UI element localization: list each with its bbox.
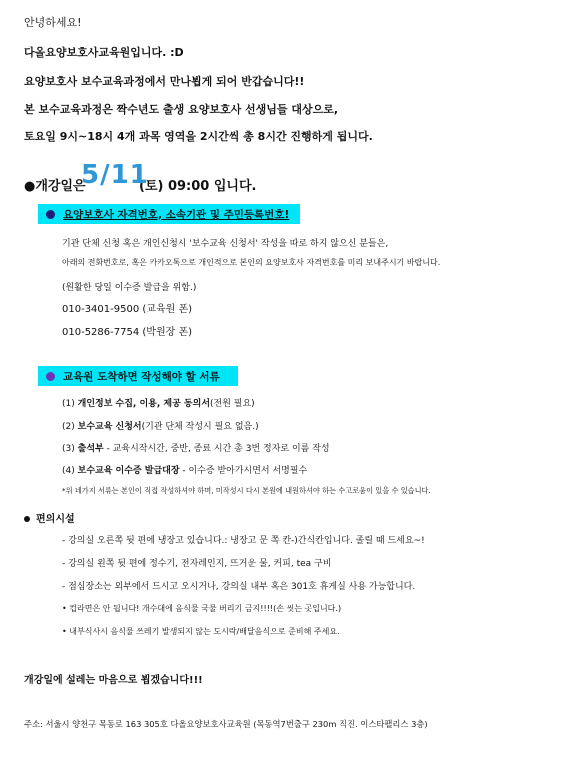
bullet-dot-icon [24,516,30,522]
item-detail: - 이수증 받아가시면서 서명필수 [179,466,308,476]
phone-academy: 010-3401-9500 (교육원 폰) [62,304,193,315]
bullet-dot-icon [46,210,55,219]
facility-item: • 컵라면은 안 됩니다! 개수대에 음식물 국물 버리기 금지!!!!(손 씻는 곳입니다.) [62,604,342,613]
facility-item: - 점심장소는 외부에서 드시고 오시거나, 강의실 내부 혹은 301호 휴게실 사용 가능합니다. [62,582,416,592]
document-item [62,396,255,409]
item-detail: (전원 필요) [210,399,255,409]
bullet-dot-icon [46,372,55,381]
item-number: (2) [62,422,75,432]
intro-target: 본 보수교육과정은 짝수년도 출생 요양보호사 선생님들 대상으로, [24,103,339,116]
facilities-heading-text: 편의시설 [36,514,75,525]
item-title: 출석부 [77,444,104,454]
closing-message: 개강일에 설레는 마음으로 뵙겠습니다!!! [24,675,203,686]
opening-date: 5/11 [81,160,149,190]
section1-line: 아래의 전화번호로, 혹은 카카오톡으로 개인적으로 본인의 요양보호사 자격번호를 미리 보내주시기 바랍니다. [62,258,441,267]
item-number: (1) [62,399,75,409]
section2-heading [38,366,238,386]
item-number: (3) [62,444,75,454]
facility-item: - 강의실 오른쪽 뒷 편에 냉장고 있습니다.: 냉장고 문 쪽 칸-)간식칸입니다. 졸릴 때 드세요~! [62,536,425,546]
document-item [62,419,259,432]
documents-note: *위 네가지 서류는 본인이 직접 작성하셔야 하며, 미작성시 다시 본원에 내원하셔야 하는 수고로움이 있을 수 있습니다. [62,486,431,495]
facility-item: - 강의실 왼쪽 뒷 편에 정수기, 전자레인지, 뜨거운 물, 커피, tea 구비 [62,559,332,569]
intro-meet: 요양보호사 보수교육과정에서 만나뵙게 되어 반갑습니다!! [24,75,305,88]
section2-heading-text: 교육원 도착하면 작성해야 할 서류 [63,370,220,383]
item-detail: - 교육시작시간, 중반, 종료 시간 총 3번 정자로 이름 작성 [103,444,330,454]
opening-suffix: (토) 09:00 입니다. [139,179,257,194]
document-item [62,463,307,476]
section1-heading-text: 요양보호사 자격번호, 소속기관 및 주민등록번호! [63,208,290,221]
opening-prefix: ●개강일은 [24,179,86,194]
document-item [62,441,330,454]
item-number: (4) [62,466,75,476]
intro-schedule: 토요일 9시~18시 4개 과목 영역을 2시간씩 총 8시간 진행하게 됩니다. [24,130,373,143]
greeting: 안녕하세요! [24,16,82,29]
section1-heading [38,204,300,224]
item-title: 보수교육 이수증 발급대장 [77,466,180,476]
facility-item: • 내부식사시 음식물 쓰레기 발생되지 않는 도시락/배달음식으로 준비해 주세요. [62,627,340,636]
address: 주소: 서울시 양천구 목동로 163 305호 다올요양보호사교육원 (목동역7번출구 230m 직진. 이스타팰리스 3층) [24,719,428,729]
phone-director: 010-5286-7754 (박원장 폰) [62,327,193,338]
item-title: 보수교육 신청서 [77,422,142,432]
intro-org: 다올요양보호사교육원입니다. :D [24,46,184,59]
item-title: 개인정보 수집, 이용, 제공 동의서 [77,399,211,409]
item-detail: (기관 단체 작성시 필요 없음.) [141,422,259,432]
section1-line: (원활한 당일 이수증 발급을 위함.) [62,283,197,293]
facilities-heading [24,510,75,525]
section1-line: 기관 단체 신청 혹은 개인신청시 '보수교육 신청서' 작성을 따로 하지 않으신 분들은, [62,239,389,249]
